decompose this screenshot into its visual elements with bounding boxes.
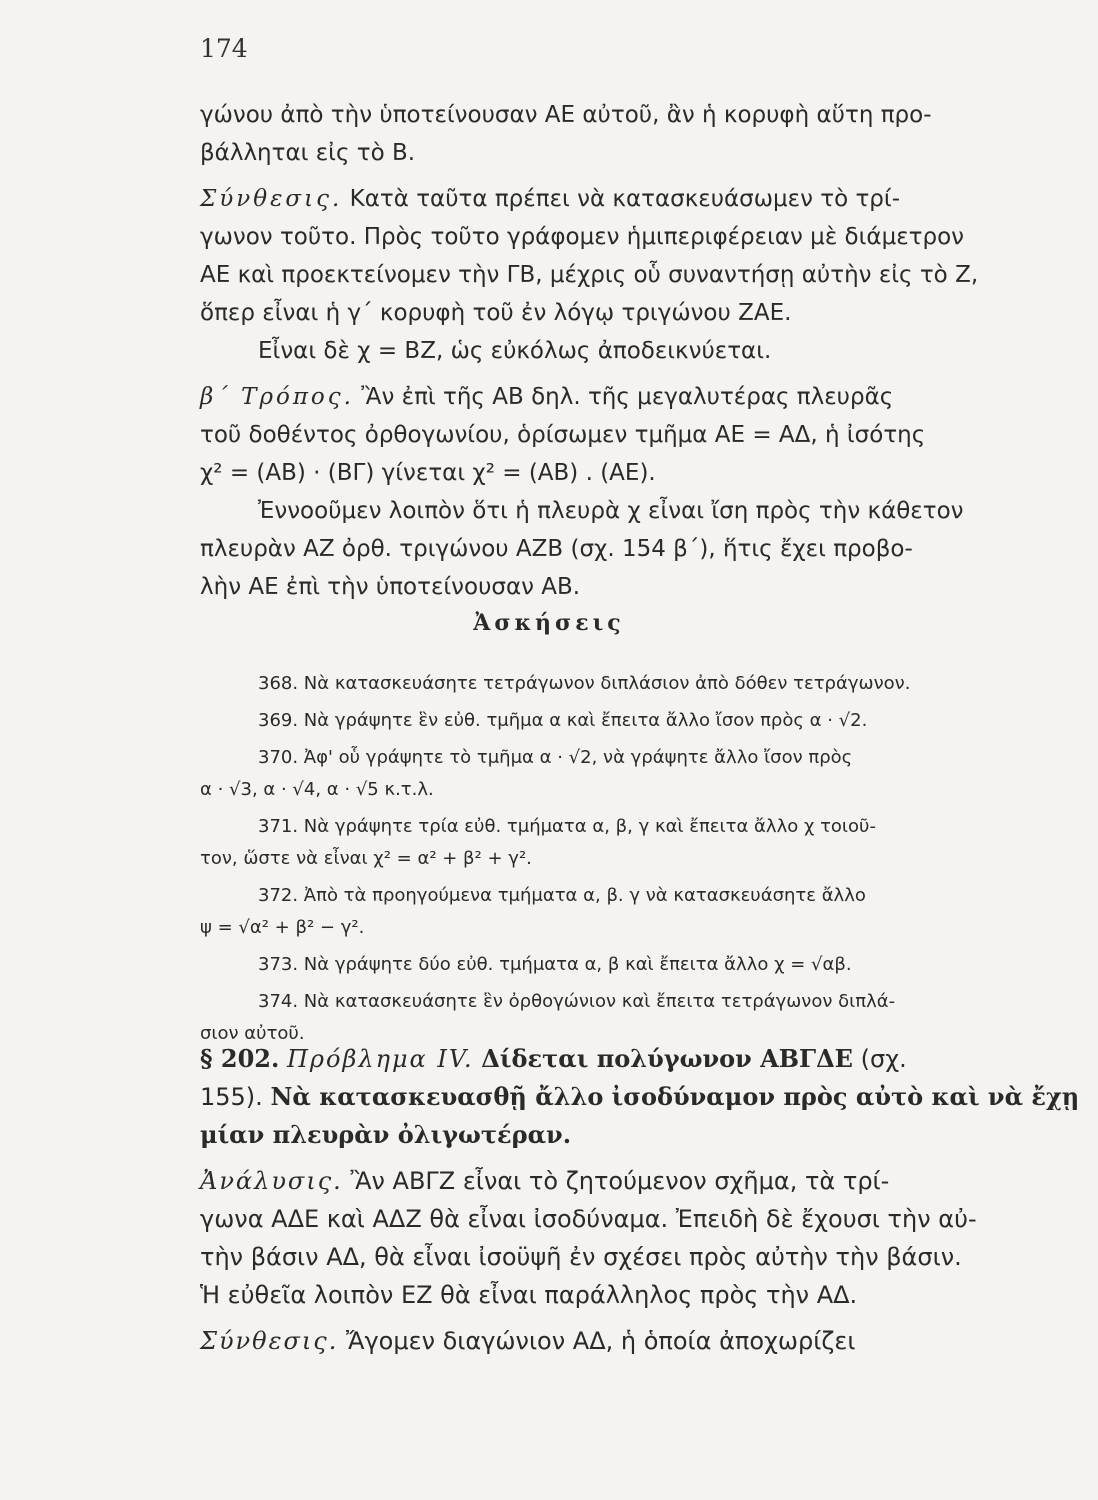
figure-ref: (σχ. [860,1045,907,1073]
analysis-label: Ἀνάλυσις. [200,1167,343,1195]
synthesis-label: Σύνθεσις. [200,1327,339,1355]
section-202 [200,1040,1080,1360]
text-line: τοῦ δοθέντος ὀρθογωνίου, ὁρίσωμεν τμῆμα ΑΕ = ΑΔ, ἡ ἰσότης [200,422,926,448]
section-heading [200,1040,1028,1078]
figure-ref: 155). [200,1083,263,1111]
exercise-369 [200,705,1028,737]
text-line: τὴν βάσιν ΑΔ, θὰ εἶναι ἰσοϋψῆ ἐν σχέσει πρὸς αὐτὴν τὴν βάσιν. [200,1243,962,1271]
exercise-line: 368. Νὰ κατασκευάσητε τετράγωνον διπλάσιον ἀπὸ δόθεν τετράγωνον. [258,673,911,694]
text-line: πλευρὰν ΑΖ ὀρθ. τριγώνου ΑΖΒ (σχ. 154 β΄), ἥτις ἔχει προβο- [200,536,913,562]
exercise-line: 374. Νὰ κατασκευάσητε ἓν ὀρθογώνιον καὶ ἔπειτα τετράγωνον διπλά- [258,991,896,1012]
text-line: Ἡ εὐθεῖα λοιπὸν ΕΖ θὰ εἶναι παράλληλος πρὸς τὴν ΑΔ. [200,1281,858,1309]
section-number: § 202. [200,1044,280,1073]
exercise-line: 373. Νὰ γράψητε δύο εὐθ. τμήματα α, β καὶ ἔπειτα ἄλλο χ = √αβ. [258,954,852,975]
synthesis-text: Ἄγομεν διαγώνιον ΑΔ, ἡ ὁποία ἀποχωρίζει [345,1327,856,1355]
exercise-373 [200,949,1028,981]
method-text: Ἂν ἐπὶ τῆς ΑΒ δηλ. τῆς μεγαλυτέρας πλευρᾶς [361,384,894,410]
analysis-text: Ἂν ΑΒΓΖ εἶναι τὸ ζητούμενον σχῆμα, τὰ τρί- [350,1167,890,1195]
problem-given: Δίδεται πολύγωνον ΑΒΓΔΕ [481,1044,853,1073]
text-line: βάλληται εἰς τὸ Β. [200,140,416,166]
text-line: ὅπερ εἶναι ἡ γ΄ κορυφὴ τοῦ ἐν λόγῳ τριγώνου ΖΑΕ. [200,300,792,326]
synthesis-text: Κατὰ ταῦτα πρέπει νὰ κατασκευάσωμεν τὸ τρί- [349,186,900,212]
text-line: Εἶναι δὲ χ = ΒΖ, ὡς εὐκόλως ἀποδεικνύεται. [258,338,772,364]
exercise-line: 371. Νὰ γράψητε τρία εὐθ. τμήματα α, β, γ καὶ ἔπειτα ἄλλο χ τοιοῦ- [258,816,876,837]
section-line [200,1078,1080,1116]
exercise-line: 370. Ἀφ' οὗ γράψητε τὸ τμῆμα α · √2, νὰ γράψητε ἄλλο ἴσον πρὸς [258,747,853,768]
exercise-line: 372. Ἀπὸ τὰ προηγούμενα τμήματα α, β. γ νὰ κατασκευάσητε ἄλλο [258,885,866,906]
exercise-368 [200,668,1028,700]
text-line: γώνου ἀπὸ τὴν ὑποτείνουσαν ΑΕ αὐτοῦ, ἂν ἡ κορυφὴ αὕτη προ- [200,102,932,128]
exercise-line: τον, ὥστε νὰ εἶναι χ² = α² + β² + γ². [200,848,532,869]
exercise-line: α · √3, α · √4, α · √5 κ.τ.λ. [200,779,434,800]
text-line: γωνα ΑΔΕ καὶ ΑΔΖ θὰ εἶναι ἰσοδύναμα. Ἐπειδὴ δὲ ἔχουσι τὴν αὐ- [200,1205,977,1233]
exercise-line: ψ = √α² + β² − γ². [200,917,365,938]
main-text [200,96,1028,606]
problem-task: Νὰ κατασκευασθῇ ἄλλο ἰσοδύναμον πρὸς αὐτὸ καὶ νὰ ἔχῃ [270,1082,1080,1111]
exercise-370 [200,742,1028,806]
synthesis-label: Σύνθεσις. [200,186,343,212]
text-line: λὴν ΑΕ ἐπὶ τὴν ὑποτείνουσαν ΑΒ. [200,574,581,600]
text-line [200,1162,1028,1200]
text-line: χ² = (ΑΒ) · (ΒΓ) γίνεται χ² = (ΑΒ) . (ΑΕ). [200,460,656,486]
exercise-372 [200,880,1028,944]
text-line: Ἐννοοῦμεν λοιπὸν ὅτι ἡ πλευρὰ χ εἶναι ἴση πρὸς τὴν κάθετον [258,498,964,524]
exercise-371 [200,811,1028,875]
page-number: 174 [200,34,248,63]
text-line [200,378,1028,416]
text-line [200,180,1028,218]
method-label: β΄ Τρόπος. [200,384,354,410]
exercise-list [200,668,1028,1050]
text-line: ΑΕ καὶ προεκτείνομεν τὴν ΓΒ, μέχρις οὗ συναντήσῃ αὐτὴν εἰς τὸ Ζ, [200,262,979,288]
text-line [200,1322,1028,1360]
problem-label: Πρόβλημα IV. [287,1045,474,1073]
exercise-line: 369. Νὰ γράψητε ἓν εὐθ. τμῆμα α καὶ ἔπειτα ἄλλο ἴσον πρὸς α · √2. [258,710,868,731]
text-line: γωνον τοῦτο. Πρὸς τοῦτο γράφομεν ἡμιπεριφέρειαν μὲ διάμετρον [200,224,965,250]
problem-task: μίαν πλευρὰν ὀλιγωτέραν. [200,1120,572,1149]
exercises-heading: Ἀσκήσεις [473,610,625,636]
exercise-line: σιον αὐτοῦ. [200,1023,305,1044]
